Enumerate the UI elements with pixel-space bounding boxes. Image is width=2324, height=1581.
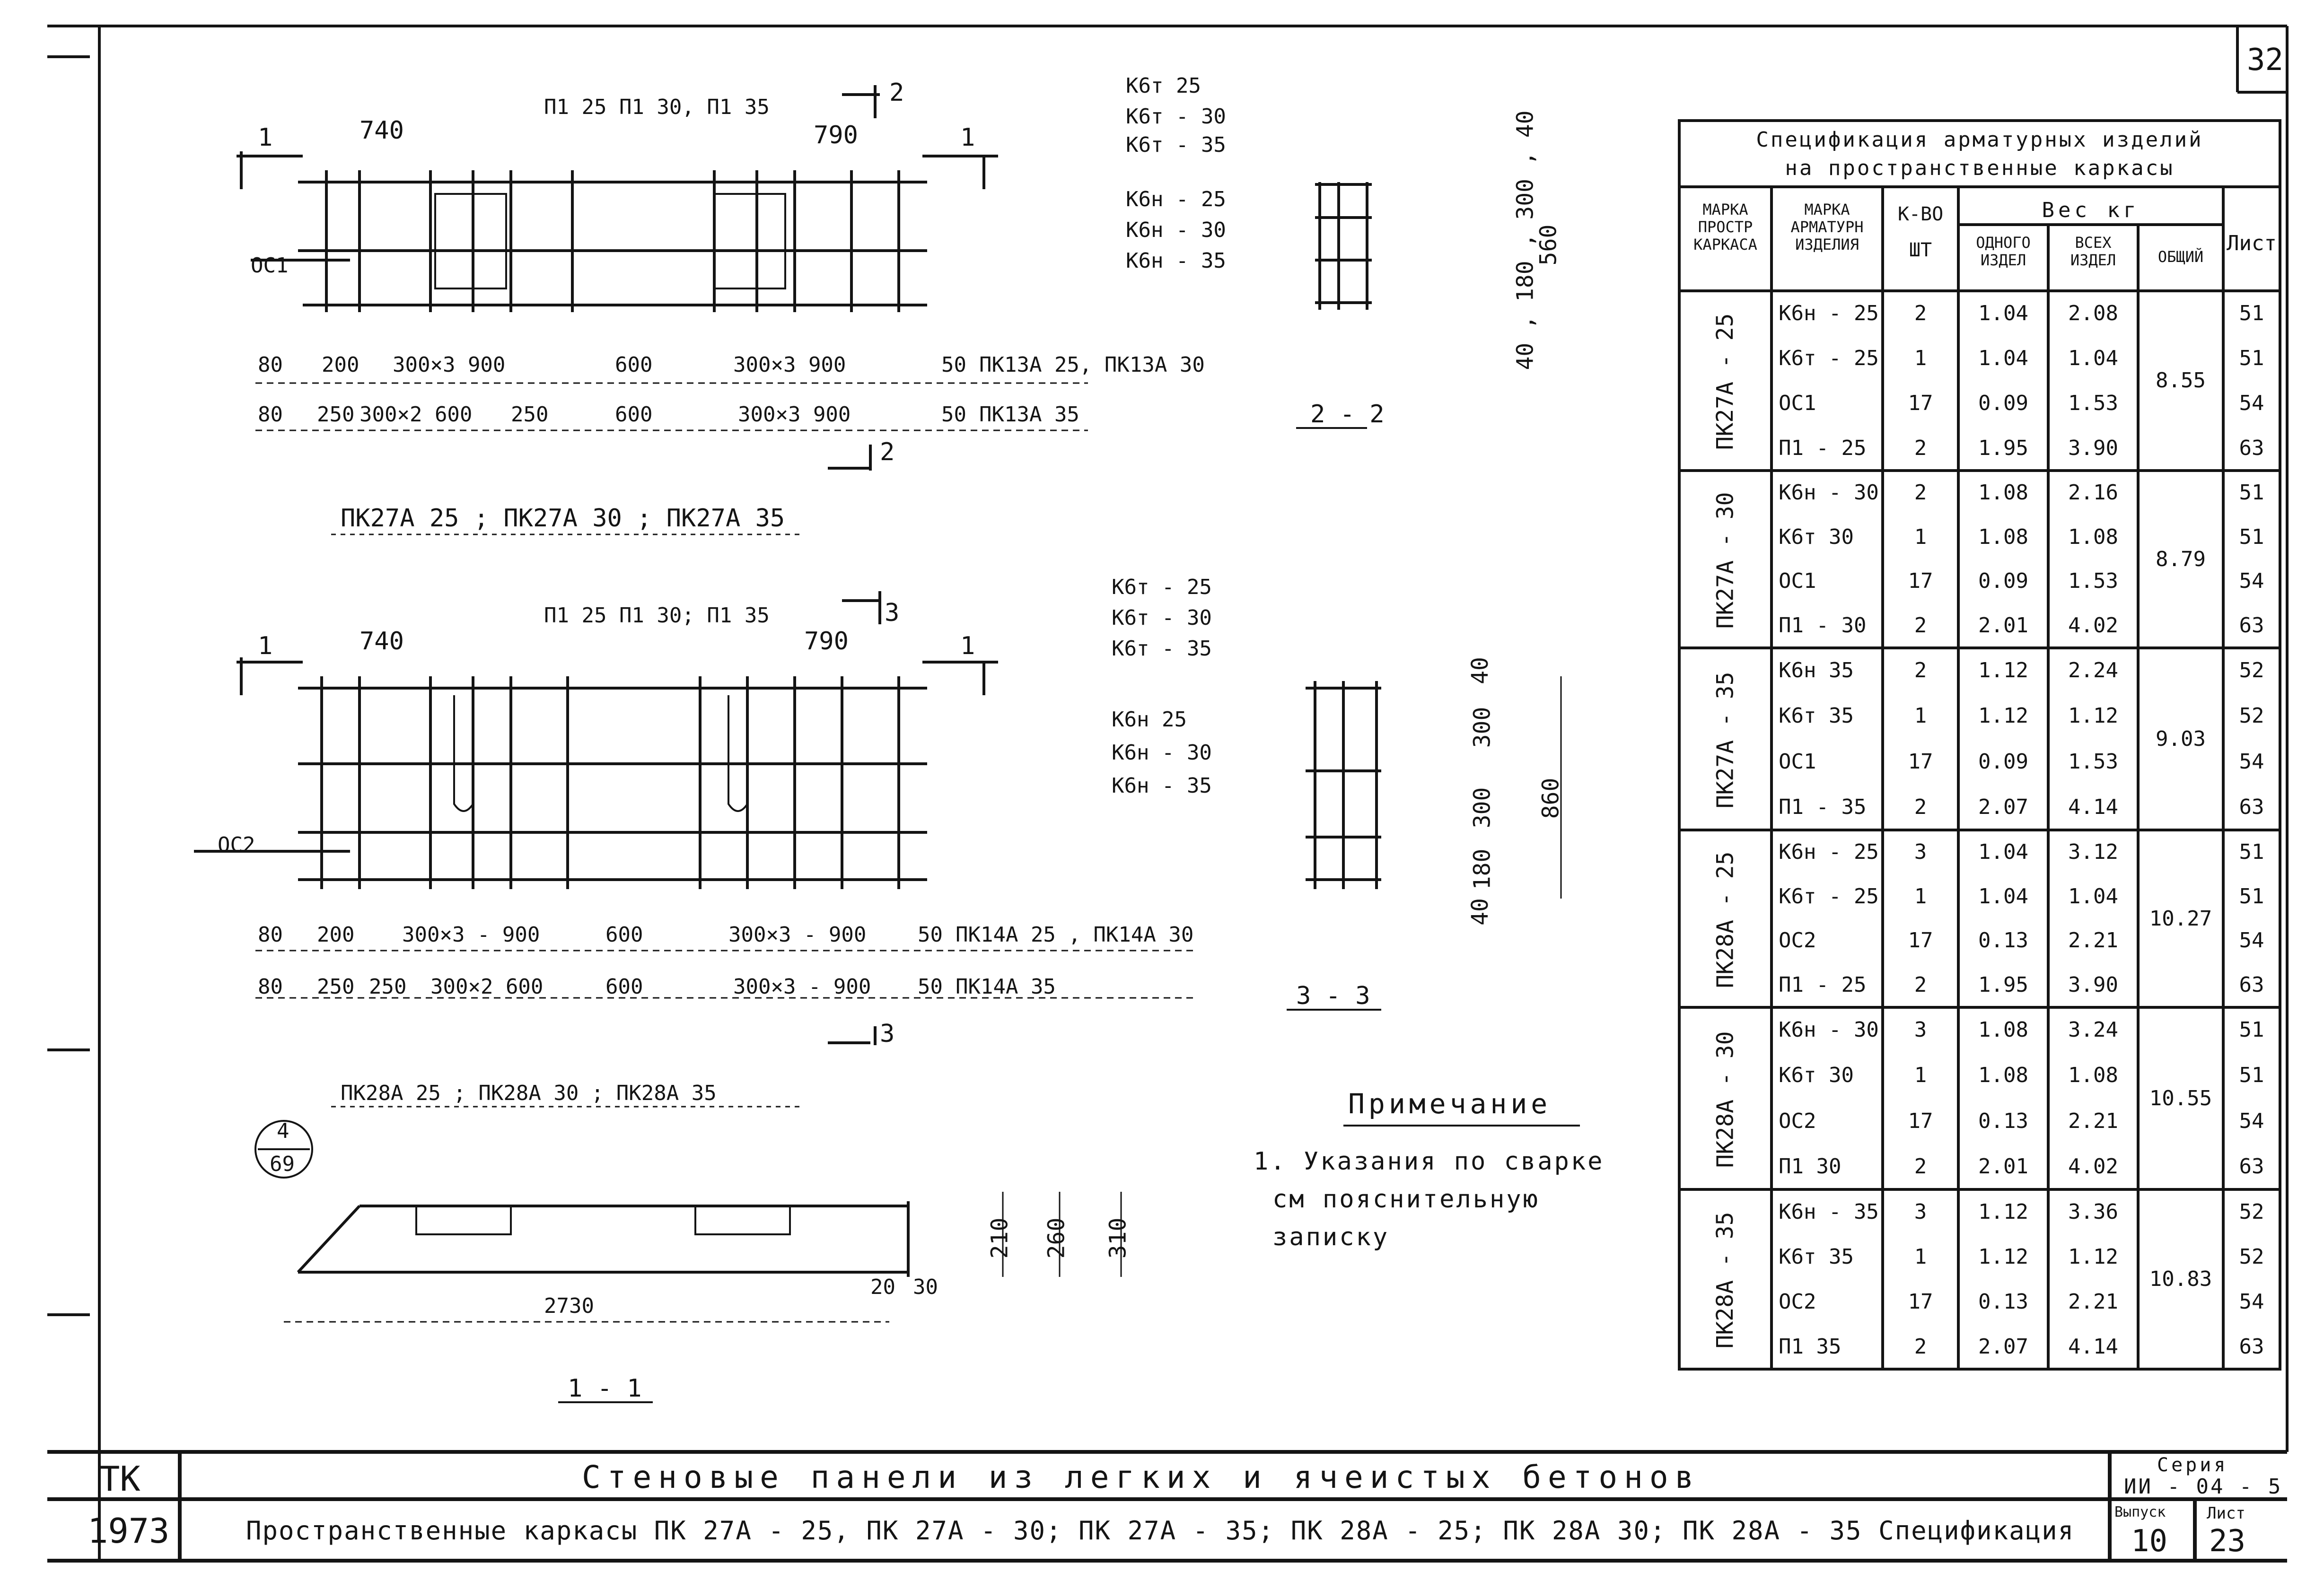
hdr-one: ОДНОГО ИЗДЕЛ bbox=[1976, 234, 2031, 269]
sheet-value: 23 bbox=[2209, 1524, 2246, 1559]
spec-cell-item: П1 - 30 bbox=[1779, 613, 1867, 638]
dim-row1-e: 300×3 900 bbox=[733, 353, 846, 377]
dim-row2-b: 250 bbox=[317, 402, 355, 427]
issue-label: Выпуск bbox=[2114, 1504, 2166, 1520]
dim-row1-d: 600 bbox=[615, 353, 653, 377]
spec-total-weight: 8.55 bbox=[2156, 368, 2206, 393]
sheet-label: Лист bbox=[2207, 1504, 2245, 1523]
spec-frame-mark: ПК28А - 35 bbox=[1712, 1212, 1738, 1349]
spec-cell-all: 1.08 bbox=[2068, 524, 2118, 549]
spec-cell-all: 1.08 bbox=[2068, 1063, 2118, 1088]
top-rod-label-1: П1 25 П1 30, П1 35 bbox=[544, 95, 770, 119]
cage-2 bbox=[194, 591, 1197, 1107]
frame2-k6n-35: К6н - 35 bbox=[1112, 774, 1212, 798]
spec-cell-qty: 17 bbox=[1908, 569, 1933, 594]
section-2-2 bbox=[1296, 182, 1372, 428]
frame-k6t-25: К6т 25 bbox=[1126, 74, 1201, 98]
section-3-3-dim-300a: 300 bbox=[1469, 707, 1496, 748]
section-1-1 bbox=[255, 1121, 1121, 1402]
dim-row2-g: 50 bbox=[941, 402, 966, 427]
hdr-qty: К-ВО ШТ bbox=[1897, 203, 1944, 261]
dim-row1-f: 50 bbox=[941, 353, 966, 377]
mark2-row2: ПК14А 35 bbox=[956, 975, 1056, 999]
spec-cell-sheet: 54 bbox=[2239, 1289, 2264, 1314]
dim2-row2-e: 600 bbox=[605, 975, 643, 999]
frame2-k6n-25: К6н 25 bbox=[1112, 708, 1187, 732]
spec-cell-one: 0.13 bbox=[1978, 1109, 2028, 1133]
spec-cell-all: 2.08 bbox=[2068, 301, 2118, 325]
spec-cell-all: 3.36 bbox=[2068, 1199, 2118, 1224]
spec-cell-qty: 2 bbox=[1914, 436, 1927, 460]
spec-cell-sheet: 63 bbox=[2239, 436, 2264, 460]
spec-cell-item: ОС2 bbox=[1779, 928, 1816, 953]
spec-cell-sheet: 63 bbox=[2239, 795, 2264, 819]
mark-row1: ПК13А 25, ПК13А 30 bbox=[979, 353, 1205, 377]
spec-cell-one: 1.95 bbox=[1978, 973, 2028, 997]
spec-cell-qty: 1 bbox=[1914, 346, 1927, 370]
frame-k6t-35: К6т - 35 bbox=[1126, 133, 1226, 157]
spec-cell-all: 2.16 bbox=[2068, 480, 2118, 505]
dim2-row1-d: 600 bbox=[605, 923, 643, 947]
spec-cell-item: К6н - 25 bbox=[1779, 301, 1879, 325]
spec-cell-qty: 1 bbox=[1914, 1244, 1927, 1269]
spec-cell-qty: 1 bbox=[1914, 704, 1927, 728]
spec-cell-one: 2.07 bbox=[1978, 1334, 2028, 1359]
spec-cell-all: 3.12 bbox=[2068, 839, 2118, 864]
side-bar-label-os2: ОС2 bbox=[218, 833, 255, 857]
dim2-row1-e: 300×3 - 900 bbox=[728, 923, 867, 947]
series-value: ИИ - 04 - 5 bbox=[2124, 1475, 2283, 1499]
spec-cell-item: К6т - 25 bbox=[1779, 346, 1879, 370]
section-1-1-length: 2730 bbox=[544, 1294, 594, 1318]
spec-cell-one: 1.08 bbox=[1978, 480, 2028, 505]
spec-cell-qty: 1 bbox=[1914, 884, 1927, 908]
title-sub: Пространственные каркасы ПК 27А - 25, ПК 27А - 30; ПК 27А - 35; ПК 28А - 25; ПК 28А 30; ПК 28А - 35 Спецификация bbox=[246, 1516, 2075, 1546]
spec-cell-item: К6н - 25 bbox=[1779, 839, 1879, 864]
spec-total-weight: 8.79 bbox=[2156, 547, 2206, 571]
spec-cell-sheet: 52 bbox=[2239, 658, 2264, 683]
spec-cell-all: 4.14 bbox=[2068, 795, 2118, 819]
frame-k6n-35: К6н - 35 bbox=[1126, 249, 1226, 273]
spec-cell-one: 0.13 bbox=[1978, 1289, 2028, 1314]
spec-cell-qty: 2 bbox=[1914, 795, 1927, 819]
side-bar-label-os1: ОС1 bbox=[251, 253, 289, 278]
spec-cell-one: 1.08 bbox=[1978, 1063, 2028, 1088]
spec-cell-sheet: 52 bbox=[2239, 1244, 2264, 1269]
spec-cell-all: 1.12 bbox=[2068, 1244, 2118, 1269]
spec-cell-sheet: 52 bbox=[2239, 704, 2264, 728]
spec-cell-all: 3.24 bbox=[2068, 1018, 2118, 1042]
spec-cell-item: П1 - 25 bbox=[1779, 973, 1867, 997]
frame2-k6t-35: К6т - 35 bbox=[1112, 637, 1212, 661]
spec-cell-item: К6т 30 bbox=[1779, 1063, 1854, 1088]
spec-cell-item: ОС1 bbox=[1779, 749, 1816, 774]
dim-row2-d: 250 bbox=[511, 402, 549, 427]
spec-cell-qty: 3 bbox=[1914, 839, 1927, 864]
section-mark-1-right-2: 1 bbox=[960, 632, 975, 660]
spec-cell-all: 2.24 bbox=[2068, 658, 2118, 683]
section-mark-2-bottom: 2 bbox=[880, 438, 895, 466]
spec-frame-mark: ПК27А - 25 bbox=[1712, 313, 1738, 450]
issue-value: 10 bbox=[2131, 1524, 2168, 1559]
frame-k6n-30: К6н - 30 bbox=[1126, 218, 1226, 242]
spec-total-weight: 9.03 bbox=[2156, 726, 2206, 751]
spec-cell-one: 0.09 bbox=[1978, 391, 2028, 415]
frame-k6n-25: К6н - 25 bbox=[1126, 187, 1226, 211]
dim2-row2-d: 300×2 600 bbox=[430, 975, 544, 999]
spec-frame-mark: ПК27А - 35 bbox=[1712, 672, 1738, 808]
spec-cell-one: 1.95 bbox=[1978, 436, 2028, 460]
spec-cell-one: 1.04 bbox=[1978, 839, 2028, 864]
section-1-1-h260: 260 bbox=[1043, 1217, 1070, 1259]
spec-cell-one: 2.01 bbox=[1978, 1154, 2028, 1179]
drawing1-caption: ПК27А 25 ; ПК27А 30 ; ПК27А 35 bbox=[341, 504, 785, 533]
spec-cell-all: 2.21 bbox=[2068, 928, 2118, 953]
spec-cell-sheet: 63 bbox=[2239, 613, 2264, 638]
spec-cell-qty: 17 bbox=[1908, 928, 1933, 953]
spec-cell-sheet: 54 bbox=[2239, 569, 2264, 594]
spec-frame-mark: ПК28А - 30 bbox=[1712, 1031, 1738, 1168]
spec-cell-sheet: 52 bbox=[2239, 1199, 2264, 1224]
section-3-3-dim-300b: 300 bbox=[1469, 787, 1496, 829]
section-1-1-end1: 20 bbox=[870, 1275, 895, 1299]
dim2-row1-c: 300×3 - 900 bbox=[402, 923, 540, 947]
spec-cell-sheet: 51 bbox=[2239, 480, 2264, 505]
spec-cell-all: 4.02 bbox=[2068, 1154, 2118, 1179]
hdr-item-mark: МАРКА АРМАТУРН ИЗДЕЛИЯ bbox=[1790, 201, 1864, 253]
spec-cell-one: 1.12 bbox=[1978, 704, 2028, 728]
dim-740-2: 740 bbox=[360, 627, 404, 655]
section-mark-2-top: 2 bbox=[889, 79, 904, 107]
frame2-k6n-30: К6н - 30 bbox=[1112, 741, 1212, 765]
mark2-row1: ПК14А 25 , ПК14А 30 bbox=[956, 923, 1194, 947]
spec-cell-qty: 2 bbox=[1914, 301, 1927, 325]
spec-cell-qty: 2 bbox=[1914, 658, 1927, 683]
dim-row2-e: 600 bbox=[615, 402, 653, 427]
spec-cell-qty: 2 bbox=[1914, 1154, 1927, 1179]
section-2-2-label: 2 - 2 bbox=[1310, 400, 1385, 428]
spec-cell-all: 1.04 bbox=[2068, 346, 2118, 370]
spec-cell-item: ОС2 bbox=[1779, 1289, 1816, 1314]
hdr-all: ВСЕХ ИЗДЕЛ bbox=[2070, 234, 2116, 269]
spec-cell-qty: 1 bbox=[1914, 524, 1927, 549]
spec-cell-one: 1.12 bbox=[1978, 1244, 2028, 1269]
spec-cell-one: 2.07 bbox=[1978, 795, 2028, 819]
spec-cell-qty: 2 bbox=[1914, 480, 1927, 505]
spec-cell-all: 1.53 bbox=[2068, 569, 2118, 594]
spec-cell-item: ОС1 bbox=[1779, 391, 1816, 415]
spec-cell-qty: 17 bbox=[1908, 1289, 1933, 1314]
spec-cell-qty: 2 bbox=[1914, 613, 1927, 638]
spec-cell-sheet: 51 bbox=[2239, 1018, 2264, 1042]
year: 1973 bbox=[88, 1511, 170, 1551]
mark-row2: ПК13А 35 bbox=[979, 402, 1079, 427]
sheet-number: 32 bbox=[2247, 43, 2284, 78]
section-3-3 bbox=[1287, 676, 1561, 1010]
spec-total-weight: 10.55 bbox=[2149, 1086, 2212, 1110]
spec-cell-item: К6т - 25 bbox=[1779, 884, 1879, 908]
section-3-3-label: 3 - 3 bbox=[1296, 982, 1370, 1010]
spec-cell-qty: 17 bbox=[1908, 391, 1933, 415]
hdr-sheet: Лист bbox=[2227, 231, 2277, 255]
spec-cell-qty: 17 bbox=[1908, 749, 1933, 774]
hdr-total: ОБЩИЙ bbox=[2157, 248, 2204, 266]
spec-cell-qty: 1 bbox=[1914, 1063, 1927, 1088]
spec-cell-one: 1.08 bbox=[1978, 524, 2028, 549]
spec-cell-item: К6т 35 bbox=[1779, 1244, 1854, 1269]
spec-cell-sheet: 51 bbox=[2239, 346, 2264, 370]
section-mark-1-left: 1 bbox=[258, 123, 273, 152]
spec-cell-item: П1 - 35 bbox=[1779, 795, 1867, 819]
section-1-1-h310: 310 bbox=[1105, 1217, 1131, 1259]
dim2-row2-c: 250 bbox=[369, 975, 407, 999]
spec-cell-item: ОС1 bbox=[1779, 569, 1816, 594]
spec-cell-sheet: 63 bbox=[2239, 1334, 2264, 1359]
section-mark-1-right: 1 bbox=[960, 123, 975, 152]
spec-cell-item: ОС2 bbox=[1779, 1109, 1816, 1133]
spec-cell-one: 0.09 bbox=[1978, 749, 2028, 774]
cage-1 bbox=[237, 85, 1088, 534]
spec-cell-one: 0.09 bbox=[1978, 569, 2028, 594]
frame-k6t-30: К6т - 30 bbox=[1126, 105, 1226, 129]
section-2-2-dims: 40 , 180 , 300 , 40 bbox=[1512, 110, 1539, 370]
note-line-2: см пояснительную bbox=[1272, 1185, 1540, 1214]
dim2-row2-a: 80 bbox=[258, 975, 283, 999]
section-3-3-dim-40b: 40 bbox=[1466, 898, 1493, 926]
spec-cell-all: 2.21 bbox=[2068, 1109, 2118, 1133]
note-title: Примечание bbox=[1348, 1088, 1552, 1120]
spec-cell-item: К6н - 35 bbox=[1779, 1199, 1879, 1224]
top-rod-label-2: П1 25 П1 30; П1 35 bbox=[544, 603, 770, 628]
spec-cell-sheet: 63 bbox=[2239, 973, 2264, 997]
callout-top: 4 bbox=[277, 1119, 289, 1143]
spec-cell-one: 1.04 bbox=[1978, 346, 2028, 370]
note-line-3: записку bbox=[1272, 1223, 1390, 1251]
hdr-weight: Вес кг bbox=[2042, 198, 2140, 222]
callout-bottom: 69 bbox=[270, 1152, 295, 1176]
section-1-1-label: 1 - 1 bbox=[568, 1374, 642, 1403]
spec-cell-item: П1 30 bbox=[1779, 1154, 1842, 1179]
spec-cell-item: К6н - 30 bbox=[1779, 480, 1879, 505]
title-main: Стеновые панели из легких и ячеистых бетонов bbox=[582, 1459, 1701, 1495]
spec-cell-item: К6т 30 bbox=[1779, 524, 1854, 549]
spec-cell-item: К6н - 30 bbox=[1779, 1018, 1879, 1042]
dim2-row1-f: 50 bbox=[918, 923, 943, 947]
section-3-3-dim-40a: 40 bbox=[1466, 657, 1493, 684]
dim-row1-b: 200 bbox=[322, 353, 360, 377]
spec-cell-all: 1.53 bbox=[2068, 391, 2118, 415]
section-1-1-end2: 30 bbox=[913, 1275, 938, 1299]
spec-cell-item: К6т 35 bbox=[1779, 704, 1854, 728]
spec-cell-sheet: 54 bbox=[2239, 749, 2264, 774]
spec-cell-qty: 3 bbox=[1914, 1199, 1927, 1224]
spec-total-weight: 10.83 bbox=[2149, 1267, 2212, 1291]
section-2-2-total: 560 bbox=[1535, 224, 1562, 266]
spec-cell-all: 4.02 bbox=[2068, 613, 2118, 638]
dim2-row1-b: 200 bbox=[317, 923, 355, 947]
spec-cell-all: 2.21 bbox=[2068, 1289, 2118, 1314]
spec-cell-sheet: 54 bbox=[2239, 391, 2264, 415]
dim2-row1-a: 80 bbox=[258, 923, 283, 947]
spec-cell-sheet: 51 bbox=[2239, 1063, 2264, 1088]
spec-cell-sheet: 54 bbox=[2239, 1109, 2264, 1133]
drawing2-caption: ПК28А 25 ; ПК28А 30 ; ПК28А 35 bbox=[341, 1081, 717, 1105]
spec-cell-sheet: 51 bbox=[2239, 301, 2264, 325]
spec-frame-mark: ПК28А - 25 bbox=[1712, 851, 1738, 988]
spec-cell-one: 2.01 bbox=[1978, 613, 2028, 638]
spec-cell-sheet: 51 bbox=[2239, 839, 2264, 864]
note-line-1: 1. Указания по сварке bbox=[1254, 1147, 1605, 1176]
section-mark-1-left-2: 1 bbox=[258, 632, 273, 660]
spec-cell-one: 0.13 bbox=[1978, 928, 2028, 953]
dim2-row2-g: 50 bbox=[918, 975, 943, 999]
frame2-k6t-30: К6т - 30 bbox=[1112, 606, 1212, 630]
spec-cell-item: П1 - 25 bbox=[1779, 436, 1867, 460]
dim-row2-f: 300×3 900 bbox=[738, 402, 851, 427]
dim-row2-c: 300×2 600 bbox=[360, 402, 473, 427]
spec-title-2: на пространственные каркасы bbox=[1785, 156, 2175, 180]
spec-cell-all: 3.90 bbox=[2068, 973, 2118, 997]
dim2-row2-f: 300×3 - 900 bbox=[733, 975, 871, 999]
spec-cell-qty: 3 bbox=[1914, 1018, 1927, 1042]
dim-row1-a: 80 bbox=[258, 353, 283, 377]
section-3-3-dim-180: 180 bbox=[1469, 848, 1496, 890]
spec-cell-qty: 2 bbox=[1914, 973, 1927, 997]
dim2-row2-b: 250 bbox=[317, 975, 355, 999]
dim-790-2: 790 bbox=[804, 627, 849, 655]
spec-cell-item: П1 35 bbox=[1779, 1334, 1842, 1359]
section-3-3-total: 860 bbox=[1537, 777, 1564, 819]
spec-cell-all: 1.53 bbox=[2068, 749, 2118, 774]
dim-790-top: 790 bbox=[814, 121, 858, 149]
spec-cell-qty: 2 bbox=[1914, 1334, 1927, 1359]
spec-frame-mark: ПК27А - 30 bbox=[1712, 492, 1738, 629]
spec-cell-sheet: 63 bbox=[2239, 1154, 2264, 1179]
spec-cell-sheet: 51 bbox=[2239, 524, 2264, 549]
org-code: ТК bbox=[99, 1459, 140, 1499]
section-1-1-h210: 210 bbox=[986, 1217, 1013, 1259]
spec-cell-sheet: 54 bbox=[2239, 928, 2264, 953]
frame2-k6t-25: К6т - 25 bbox=[1112, 575, 1212, 599]
section-mark-3-bottom: 3 bbox=[880, 1020, 895, 1048]
spec-cell-sheet: 51 bbox=[2239, 884, 2264, 908]
spec-cell-all: 3.90 bbox=[2068, 436, 2118, 460]
dim-740-top: 740 bbox=[360, 116, 404, 145]
dim-row2-a: 80 bbox=[258, 402, 283, 427]
spec-cell-item: К6н 35 bbox=[1779, 658, 1854, 683]
section-mark-3-top: 3 bbox=[885, 599, 900, 627]
spec-cell-all: 1.12 bbox=[2068, 704, 2118, 728]
series-label: Серия bbox=[2157, 1454, 2228, 1476]
spec-cell-all: 4.14 bbox=[2068, 1334, 2118, 1359]
spec-title-1: Спецификация арматурных изделий bbox=[1756, 128, 2203, 152]
dim-row1-c: 300×3 900 bbox=[393, 353, 506, 377]
spec-total-weight: 10.27 bbox=[2149, 906, 2212, 931]
spec-cell-one: 1.12 bbox=[1978, 1199, 2028, 1224]
hdr-frame-mark: МАРКА ПРОСТР КАРКАСА bbox=[1693, 201, 1757, 253]
spec-cell-one: 1.04 bbox=[1978, 301, 2028, 325]
spec-cell-one: 1.12 bbox=[1978, 658, 2028, 683]
spec-cell-one: 1.04 bbox=[1978, 884, 2028, 908]
spec-cell-qty: 17 bbox=[1908, 1109, 1933, 1133]
spec-cell-all: 1.04 bbox=[2068, 884, 2118, 908]
spec-cell-one: 1.08 bbox=[1978, 1018, 2028, 1042]
